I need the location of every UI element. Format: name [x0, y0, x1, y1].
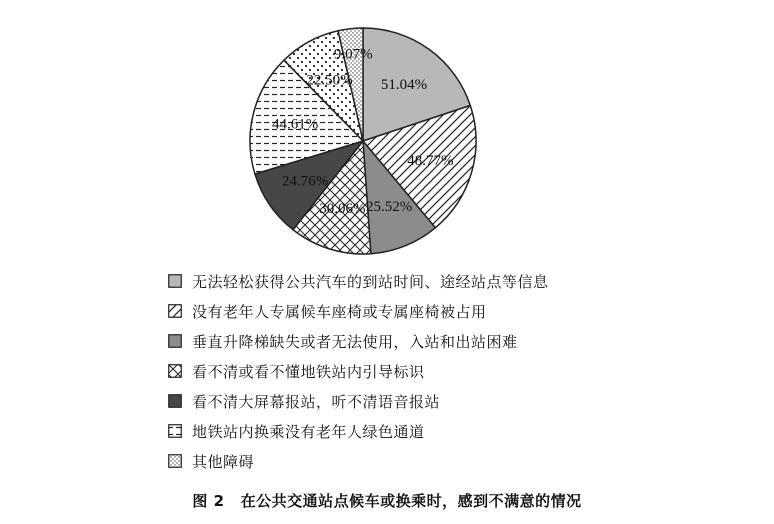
- legend-item: [168, 446, 549, 476]
- legend-item: [168, 416, 549, 446]
- legend-swatch: [168, 424, 182, 438]
- slice-value-label: 51.04%: [380, 77, 428, 94]
- slice-value-label: 24.76%: [282, 173, 329, 190]
- legend-label: 垂直升降梯缺失或者无法使用，入站和出站困难: [192, 332, 518, 351]
- legend-swatch: [168, 304, 182, 318]
- slice-value-label: 48.77%: [407, 153, 454, 170]
- legend-swatch: [168, 334, 182, 348]
- legend-swatch: [168, 364, 182, 378]
- legend-item: [168, 326, 549, 356]
- legend-item: [168, 386, 549, 416]
- legend: [168, 266, 549, 476]
- slice-value-label: 44.61%: [271, 116, 319, 133]
- caption-text: 在公共交通站点候车或换乘时，感到不满意的情况: [240, 492, 582, 510]
- legend-label: 看不清或看不懂地铁站内引导标识: [192, 362, 425, 381]
- slice-value-label: 22.50%: [306, 72, 353, 89]
- legend-label: 地铁站内换乘没有老年人绿色通道: [192, 422, 425, 441]
- legend-label: 没有老年人专属候车座椅或专属座椅被占用: [192, 302, 487, 321]
- legend-swatch: [168, 274, 182, 288]
- slice-value-label: 9.07%: [333, 46, 373, 63]
- legend-item: [168, 266, 549, 296]
- slice-value-label: 25.52%: [366, 199, 413, 216]
- figure-caption: [0, 490, 774, 511]
- legend-label: 其他障碍: [192, 452, 255, 471]
- legend-item: [168, 356, 549, 386]
- legend-swatch: [168, 394, 182, 408]
- figure-number: 图 2: [192, 492, 225, 510]
- legend-swatch: [168, 454, 182, 468]
- slice-value-label: 30.06%: [319, 200, 366, 217]
- legend-item: [168, 296, 549, 326]
- legend-label: 看不清大屏幕报站，听不清语音报站: [192, 392, 441, 411]
- legend-label: 无法轻松获得公共汽车的到站时间、途经站点等信息: [192, 272, 549, 291]
